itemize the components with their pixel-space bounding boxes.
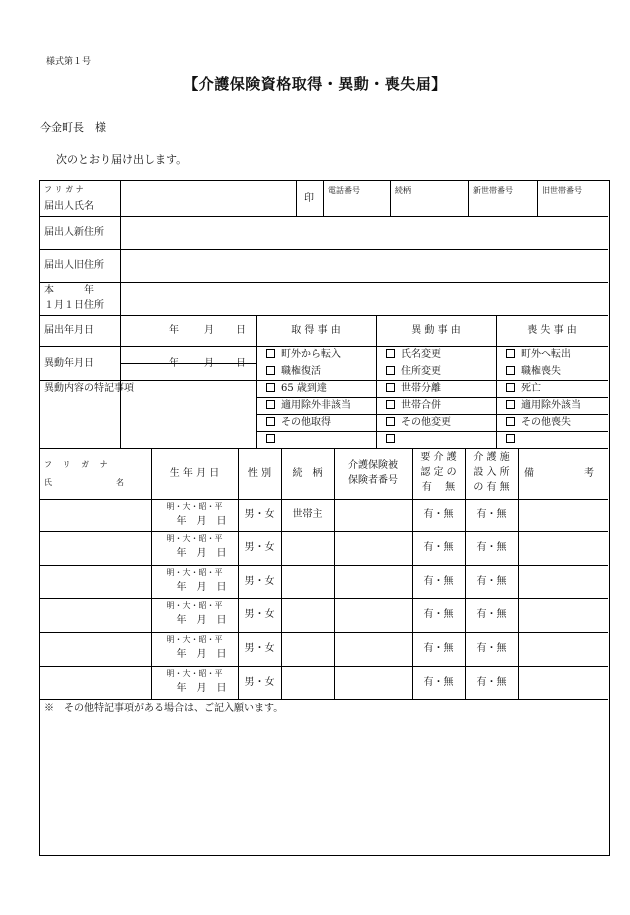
facility-yes-no: 有・無 xyxy=(476,677,507,688)
acquisition-reason-header: 取 得 事 由 xyxy=(291,325,341,336)
sex-options: 男・女 xyxy=(244,643,275,654)
report-month: 月 xyxy=(204,325,214,336)
special-notes-label: 異動内容の特記事項 xyxy=(44,383,134,394)
checkbox-icon[interactable] xyxy=(386,400,395,409)
checkbox-icon[interactable] xyxy=(386,417,395,426)
furigana-label: フ リ ガ ナ xyxy=(44,185,84,194)
report-date-label: 届出年月日 xyxy=(44,325,94,336)
birth-ymd: 年 月 日 xyxy=(176,649,227,660)
checkbox-icon[interactable] xyxy=(386,349,395,358)
relationship-label: 続柄 xyxy=(395,186,411,195)
sex-options: 男・女 xyxy=(244,542,275,553)
domicile-label-bottom: １月１日住所 xyxy=(44,300,104,311)
birth-ymd: 年 月 日 xyxy=(176,615,227,626)
applicant-name-label: 届出人氏名 xyxy=(44,201,94,212)
report-day: 日 xyxy=(236,325,246,336)
facility-header-3: の 有 無 xyxy=(473,482,510,493)
era-options: 明・大・昭・平 xyxy=(166,635,223,644)
checkbox-icon[interactable] xyxy=(266,366,275,375)
sex-options: 男・女 xyxy=(244,509,275,520)
birth-ymd: 年 月 日 xyxy=(176,582,227,593)
member-name-header: 氏 名 xyxy=(44,478,124,487)
page-title: 【介護保険資格取得・異動・喪失届】 xyxy=(183,75,447,93)
facility-yes-no: 有・無 xyxy=(476,509,507,520)
checkbox-icon[interactable] xyxy=(386,366,395,375)
checkbox-icon[interactable] xyxy=(266,417,275,426)
facility-header-2: 設 入 所 xyxy=(473,467,510,478)
checkbox-icon[interactable] xyxy=(266,349,275,358)
chg-option[interactable]: その他変更 xyxy=(386,417,451,429)
era-options: 明・大・昭・平 xyxy=(166,502,223,511)
facility-yes-no: 有・無 xyxy=(476,609,507,620)
chg-option[interactable]: 氏名変更 xyxy=(386,349,441,361)
change-year: 年 xyxy=(169,358,179,369)
chg-option[interactable] xyxy=(386,434,401,446)
chg-option[interactable]: 世帯合併 xyxy=(386,400,441,412)
acq-option[interactable]: 町外から転入 xyxy=(266,349,341,361)
checkbox-icon[interactable] xyxy=(506,434,515,443)
loss-reason-header: 喪 失 事 由 xyxy=(527,325,577,336)
change-date-label: 異動年月日 xyxy=(44,358,94,369)
sex-options: 男・女 xyxy=(244,609,275,620)
checkbox-icon[interactable] xyxy=(506,349,515,358)
insured-number-header-1: 介護保険被 xyxy=(348,460,398,471)
change-day: 日 xyxy=(236,358,246,369)
recipient: 今金町長 様 xyxy=(40,121,106,134)
acq-option[interactable]: 適用除外非該当 xyxy=(266,400,351,412)
checkbox-icon[interactable] xyxy=(386,383,395,392)
care-cert-header-2: 認 定 の xyxy=(420,467,457,478)
facility-header-1: 介 護 施 xyxy=(473,452,510,463)
birth-ymd: 年 月 日 xyxy=(176,548,227,559)
remarks-header: 備 考 xyxy=(524,468,594,479)
checkbox-icon[interactable] xyxy=(266,400,275,409)
footnote: ※ その他特記事項がある場合は、ご記入願います。 xyxy=(44,703,284,714)
birth-date-header: 生 年 月 日 xyxy=(169,468,220,479)
acq-option[interactable]: 職権復活 xyxy=(266,366,321,378)
chg-option[interactable]: 世帯分離 xyxy=(386,383,441,395)
loss-option[interactable] xyxy=(506,434,521,446)
checkbox-icon[interactable] xyxy=(266,383,275,392)
sex-options: 男・女 xyxy=(244,576,275,587)
care-cert-yes-no: 有・無 xyxy=(423,509,454,520)
insured-number-header-2: 保険者番号 xyxy=(348,475,398,486)
old-household-label: 旧世帯番号 xyxy=(542,186,582,195)
phone-label: 電話番号 xyxy=(328,186,360,195)
intro-text: 次のとおり届け出します。 xyxy=(56,153,188,166)
care-cert-yes-no: 有・無 xyxy=(423,643,454,654)
checkbox-icon[interactable] xyxy=(266,434,275,443)
report-year: 年 xyxy=(169,325,179,336)
loss-option[interactable]: その他喪失 xyxy=(506,417,571,429)
acq-option[interactable]: その他取得 xyxy=(266,417,331,429)
checkbox-icon[interactable] xyxy=(506,400,515,409)
era-options: 明・大・昭・平 xyxy=(166,601,223,610)
change-reason-header: 異 動 事 由 xyxy=(411,325,461,336)
old-address-label: 届出人旧住所 xyxy=(44,260,104,271)
form-number: 様式第１号 xyxy=(46,57,92,67)
care-cert-yes-no: 有・無 xyxy=(423,542,454,553)
facility-yes-no: 有・無 xyxy=(476,576,507,587)
acq-option[interactable]: 65 歳到達 xyxy=(266,383,327,395)
seal-mark: 印 xyxy=(304,193,314,204)
birth-ymd: 年 月 日 xyxy=(176,516,227,527)
era-options: 明・大・昭・平 xyxy=(166,568,223,577)
sex-options: 男・女 xyxy=(244,677,275,688)
era-options: 明・大・昭・平 xyxy=(166,534,223,543)
care-cert-yes-no: 有・無 xyxy=(423,609,454,620)
era-options: 明・大・昭・平 xyxy=(166,669,223,678)
loss-option[interactable]: 死亡 xyxy=(506,383,541,395)
chg-option[interactable]: 住所変更 xyxy=(386,366,441,378)
facility-yes-no: 有・無 xyxy=(476,542,507,553)
loss-option[interactable]: 適用除外該当 xyxy=(506,400,581,412)
new-household-label: 新世帯番号 xyxy=(473,186,513,195)
change-month: 月 xyxy=(204,358,214,369)
loss-option[interactable]: 職権喪失 xyxy=(506,366,561,378)
member-relationship: 世帯主 xyxy=(292,509,323,520)
checkbox-icon[interactable] xyxy=(506,383,515,392)
checkbox-icon[interactable] xyxy=(386,434,395,443)
care-cert-yes-no: 有・無 xyxy=(423,576,454,587)
facility-yes-no: 有・無 xyxy=(476,643,507,654)
care-cert-header-1: 要 介 護 xyxy=(420,452,457,463)
domicile-label-top: 本 年 xyxy=(44,285,94,296)
relationship-header: 続 柄 xyxy=(292,468,323,479)
sex-header: 性 別 xyxy=(247,468,272,479)
birth-ymd: 年 月 日 xyxy=(176,683,227,694)
care-cert-yes-no: 有・無 xyxy=(423,677,454,688)
new-address-label: 届出人新住所 xyxy=(44,227,104,238)
care-cert-header-3: 有 無 xyxy=(421,482,456,493)
checkbox-icon[interactable] xyxy=(506,417,515,426)
member-furigana-header: フ リ ガ ナ xyxy=(44,460,108,469)
checkbox-icon[interactable] xyxy=(506,366,515,375)
loss-option[interactable]: 町外へ転出 xyxy=(506,349,571,361)
acq-option[interactable] xyxy=(266,434,281,446)
form-table xyxy=(39,180,610,856)
